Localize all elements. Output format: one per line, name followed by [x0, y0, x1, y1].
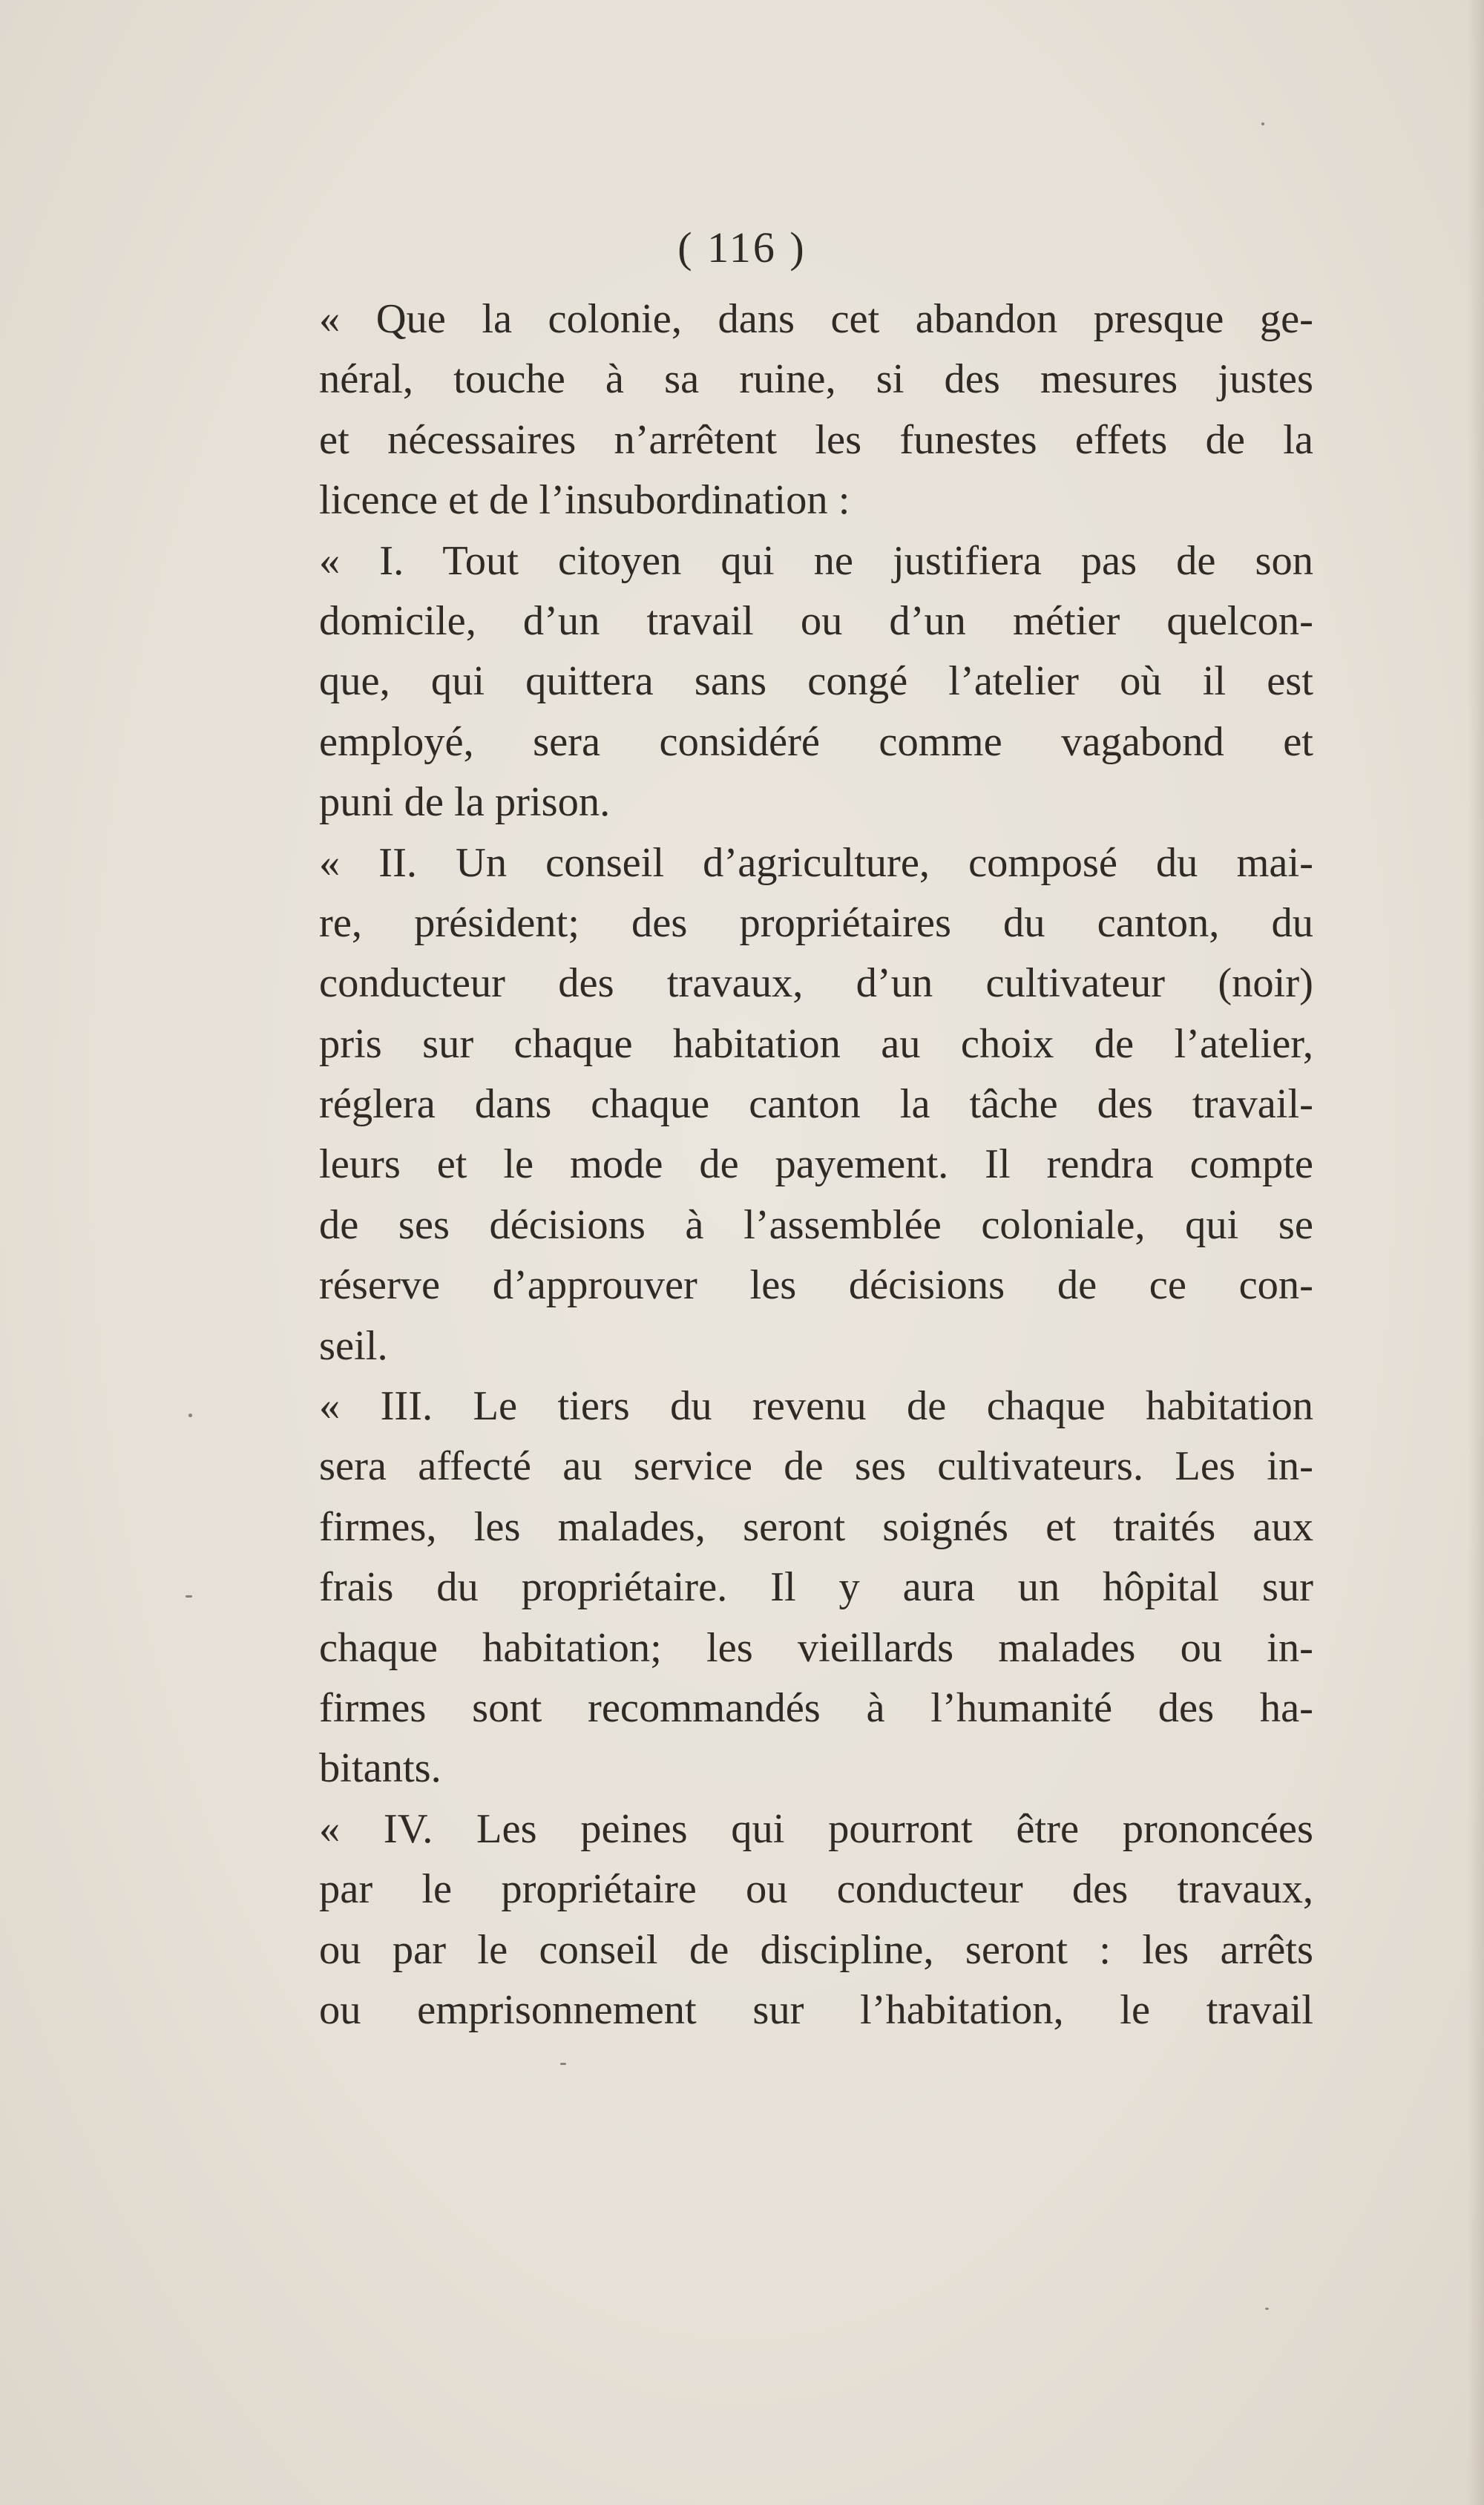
- text-line: firmes, les malades, seront soignés et traités aux: [319, 1503, 1313, 1550]
- text-line: ou emprisonnement sur l’habitation, le travail: [319, 1986, 1313, 2033]
- text-line: licence et de l’insubordination :: [319, 477, 850, 524]
- text-line: re, président; des propriétaires du canton, du: [319, 899, 1313, 946]
- text-line: « Que la colonie, dans cet abandon presque ge-: [319, 296, 1313, 342]
- text-line: ou par le conseil de discipline, seront : les arrêts: [319, 1926, 1313, 1973]
- text-line: réglera dans chaque canton la tâche des travail-: [319, 1081, 1313, 1128]
- text-line: sera affecté au service de ses cultivateurs. Les in-: [319, 1443, 1313, 1490]
- text-line: et nécessaires n’arrêtent les funestes effets de la: [319, 416, 1313, 463]
- paper-speck: [560, 2063, 566, 2065]
- text-line: domicile, d’un travail ou d’un métier quelcon-: [319, 597, 1313, 644]
- text-line: firmes sont recommandés à l’humanité des ha-: [319, 1684, 1313, 1731]
- text-line: néral, touche à sa ruine, si des mesures justes: [319, 356, 1313, 403]
- body-text: [319, 289, 1313, 2041]
- text-line: pris sur chaque habitation au choix de l’atelier,: [319, 1020, 1313, 1067]
- text-line: « II. Un conseil d’agriculture, composé du mai-: [319, 839, 1313, 886]
- text-line: que, qui quittera sans congé l’atelier où il est: [319, 658, 1313, 705]
- text-line: puni de la prison.: [319, 779, 611, 826]
- paper-speck: [188, 1414, 192, 1417]
- text-line: conducteur des travaux, d’un cultivateur (noir): [319, 960, 1313, 1007]
- page-number: ( 116 ): [677, 223, 807, 272]
- paper-speck: [186, 1595, 192, 1598]
- text-line: chaque habitation; les vieillards malades ou in-: [319, 1624, 1313, 1671]
- paper-speck: [1265, 2308, 1269, 2310]
- text-line: « III. Le tiers du revenu de chaque habitation: [319, 1383, 1313, 1430]
- text-line: par le propriétaire ou conducteur des travaux,: [319, 1866, 1313, 1913]
- text-line: seil.: [319, 1322, 388, 1369]
- paper-speck: [1261, 122, 1264, 125]
- text-line: « IV. Les peines qui pourront être prononcées: [319, 1805, 1313, 1852]
- text-line: bitants.: [319, 1745, 441, 1792]
- text-line: réserve d’approuver les décisions de ce con-: [319, 1262, 1313, 1309]
- page-edge-shadow: [1468, 0, 1484, 2505]
- text-line: de ses décisions à l’assemblée coloniale, qui se: [319, 1201, 1313, 1248]
- text-line: frais du propriétaire. Il y aura un hôpital sur: [319, 1564, 1313, 1611]
- text-line: « I. Tout citoyen qui ne justifiera pas de son: [319, 537, 1313, 584]
- text-line: leurs et le mode de payement. Il rendra compte: [319, 1141, 1313, 1188]
- text-line: employé, sera considéré comme vagabond et: [319, 718, 1313, 765]
